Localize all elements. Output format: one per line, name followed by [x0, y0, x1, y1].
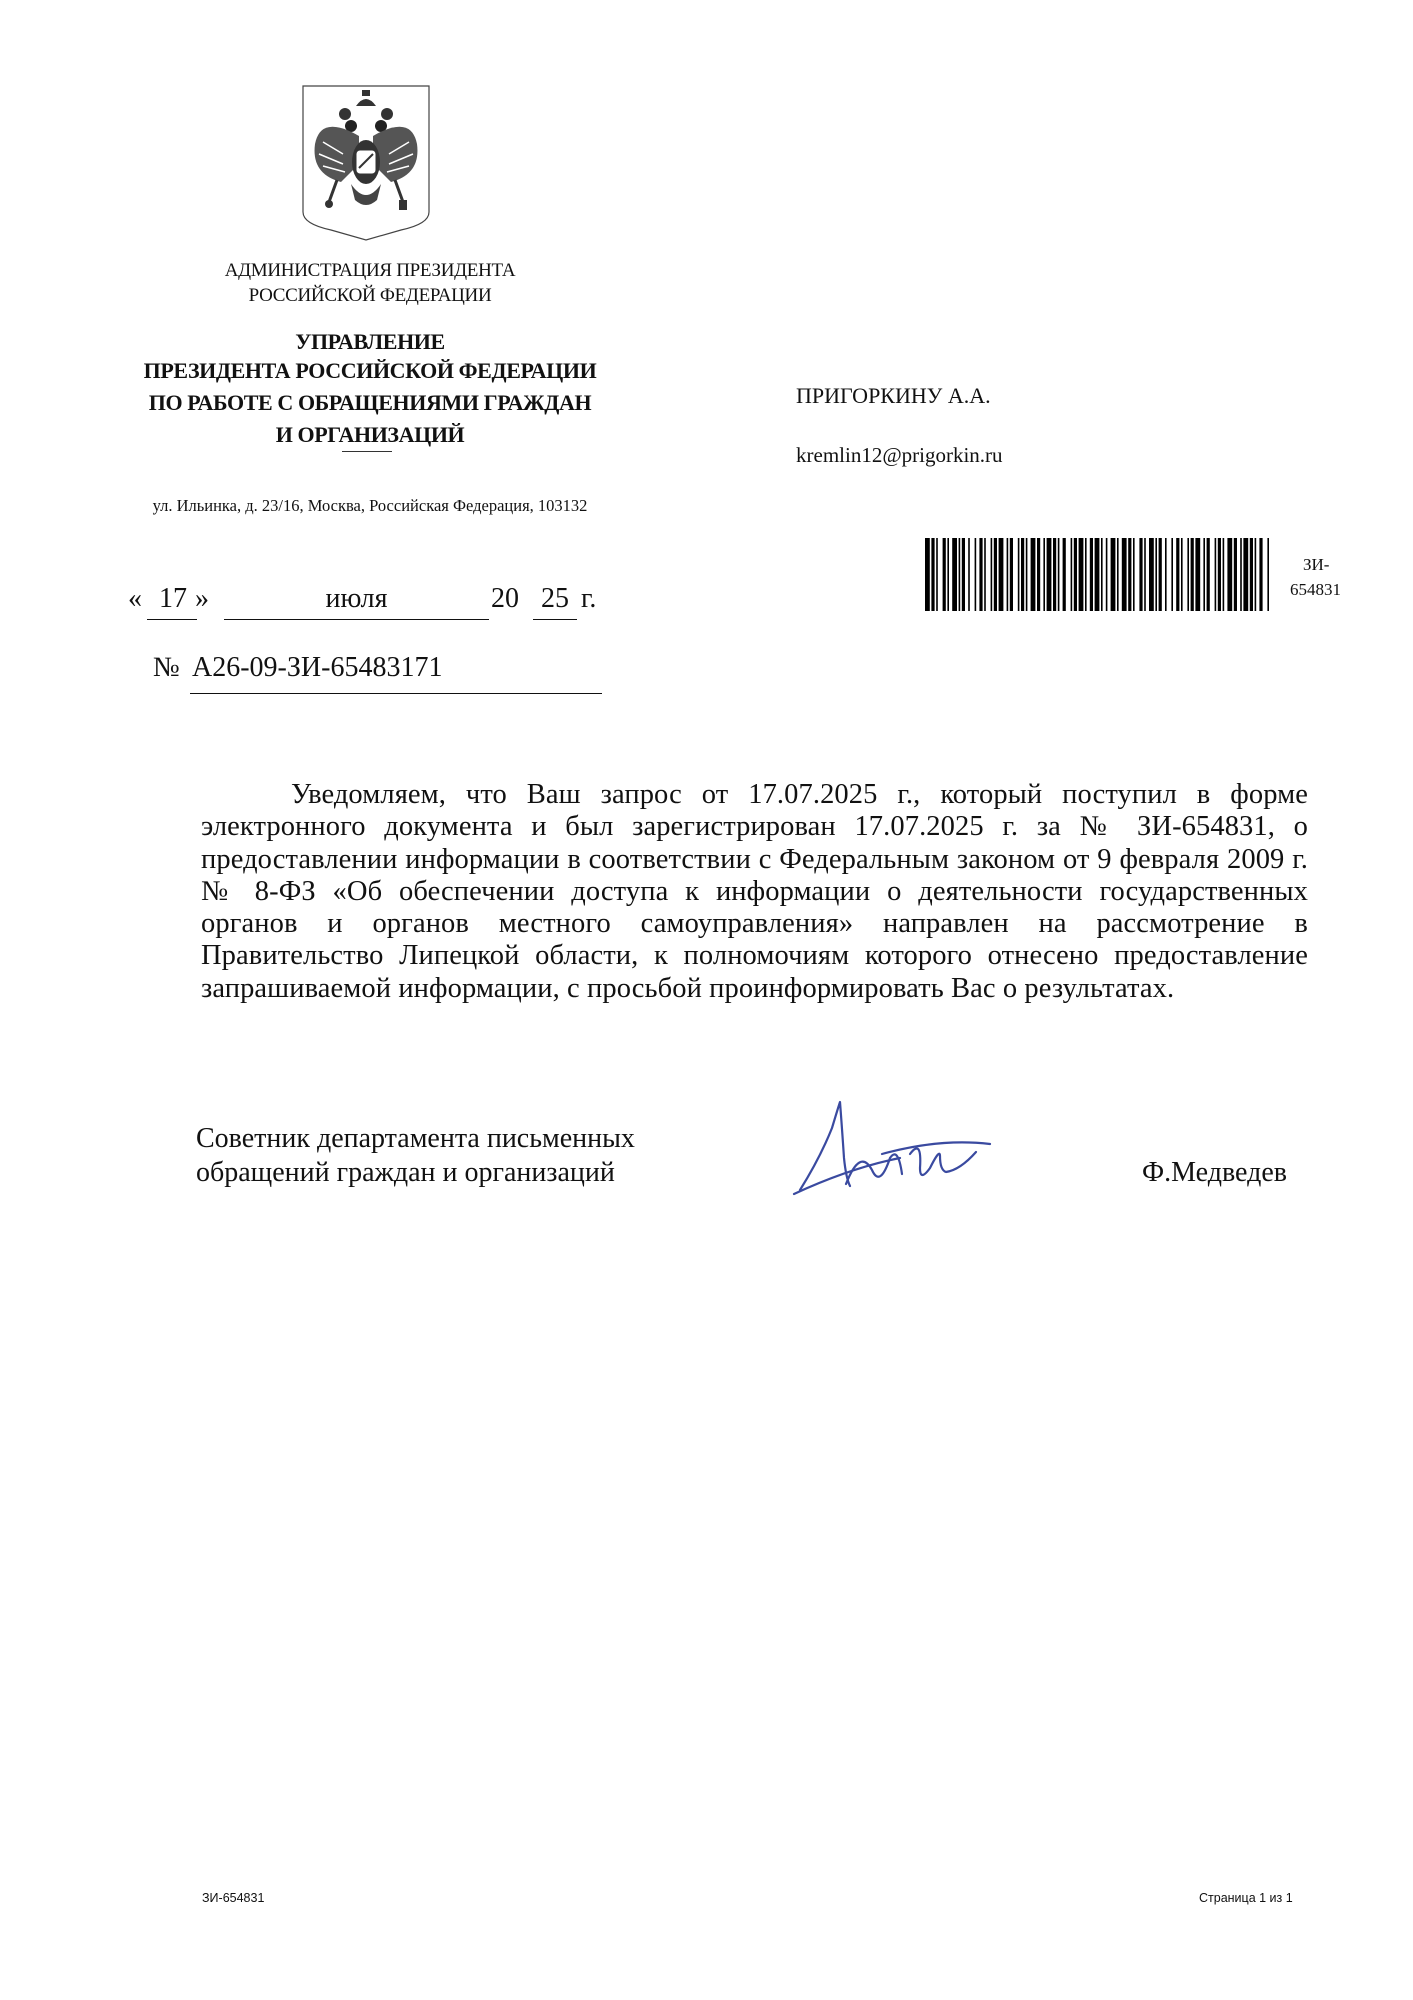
barcode-bar — [1085, 538, 1087, 611]
date-year-suffix: 25 — [541, 583, 569, 614]
barcode-bar — [1071, 538, 1073, 611]
sender-address: ул. Ильинка, д. 23/16, Москва, Российская Федерация, 103132 — [152, 496, 588, 515]
handwritten-signature — [790, 1098, 1030, 1198]
signer-name: Ф.Медведев — [1142, 1157, 1287, 1188]
administration-title-line1: АДМИНИСТРАЦИЯ ПРЕЗИДЕНТА — [224, 260, 516, 281]
barcode-bar — [1122, 538, 1127, 611]
barcode-bar — [1043, 538, 1045, 611]
barcode-bar — [1149, 538, 1154, 611]
barcode-bar — [1267, 538, 1269, 611]
barcode-bar — [1155, 538, 1157, 611]
barcode-bar — [1026, 538, 1028, 611]
barcode-bar — [999, 538, 1004, 611]
barcode-bar — [1117, 538, 1119, 611]
barcode-bar — [931, 538, 934, 611]
barcode-bar — [1090, 538, 1093, 611]
department-title-line1: УПРАВЛЕНИЕ — [295, 329, 445, 354]
barcode-bar — [943, 538, 946, 611]
barcode-bar — [1053, 538, 1056, 611]
recipient-name: ПРИГОРКИНУ А.А. — [796, 383, 991, 408]
barcode-bar — [947, 538, 949, 611]
barcode-bar — [975, 538, 977, 611]
barcode-bar — [1021, 538, 1024, 611]
barcode-bar — [1255, 538, 1257, 611]
barcode-bar — [1079, 538, 1084, 611]
date-month: июля — [325, 583, 388, 614]
doc-number-underline — [190, 693, 602, 694]
barcode-bar — [1018, 538, 1020, 611]
barcode-bar — [1058, 538, 1060, 611]
barcode-bar — [1243, 538, 1248, 611]
date-year-prefix: 20 — [491, 583, 519, 614]
barcode-bar — [1240, 538, 1242, 611]
barcode-bar — [1218, 538, 1221, 611]
coat-of-arms-emblem — [301, 84, 431, 242]
department-title-line2: ПРЕЗИДЕНТА РОССИЙСКОЙ ФЕДЕРАЦИИ — [143, 358, 597, 383]
barcode-bar — [994, 538, 997, 611]
barcode-bar — [1144, 538, 1146, 611]
barcode-bar — [1223, 538, 1225, 611]
barcode-bar — [1250, 538, 1253, 611]
barcode — [925, 538, 1269, 611]
barcode-bar — [1047, 538, 1052, 611]
signer-position-line1: Советник департамента письменных — [196, 1123, 635, 1154]
doc-number: А26-09-ЗИ-65483171 — [192, 652, 443, 683]
date-year-label: г. — [581, 583, 597, 614]
recipient-email: kremlin12@prigorkin.ru — [796, 443, 1003, 467]
barcode-bar — [991, 538, 993, 611]
date-month-underline — [224, 619, 489, 620]
barcode-bar — [1187, 538, 1189, 611]
date-day-underline — [147, 619, 197, 620]
barcode-bar — [984, 538, 986, 611]
barcode-bar — [925, 538, 930, 611]
date-quote-close: » — [195, 583, 209, 614]
date-year-underline — [533, 619, 577, 620]
barcode-code-line1: ЗИ- — [1303, 555, 1330, 574]
barcode-bar — [1133, 538, 1135, 611]
barcode-bar — [1203, 538, 1205, 611]
barcode-bar — [936, 538, 938, 611]
barcode-bar — [968, 538, 970, 611]
administration-title-line2: РОССИЙСКОЙ ФЕДЕРАЦИИ — [248, 285, 492, 306]
barcode-bar — [1234, 538, 1237, 611]
barcode-bar — [1101, 538, 1103, 611]
signer-position-line2: обращений граждан и организаций — [196, 1157, 615, 1188]
date-day: 17 — [159, 583, 187, 614]
barcode-bar — [1074, 538, 1077, 611]
barcode-bar — [1111, 538, 1116, 611]
barcode-bar — [1215, 538, 1217, 611]
footer-document-code: ЗИ-654831 — [202, 1891, 265, 1905]
barcode-bar — [1159, 538, 1162, 611]
barcode-bar — [1031, 538, 1036, 611]
barcode-bar — [1207, 538, 1210, 611]
barcode-bar — [1181, 538, 1183, 611]
barcode-bar — [1128, 538, 1131, 611]
department-title-line4: И ОРГАНИЗАЦИЙ — [275, 422, 465, 447]
letter-body: Уведомляем, что Ваш запрос от 17.07.2025 г., который поступил в форме электронного документа и был зарегистрирован 17.07.2025 г. за № ЗИ-654831, о предоставлении информации в соответствии с Федеральным законом от 9 февраля 2009 г. № 8-ФЗ «Об обеспечении доступа к информации о деятельности государственных органов и органов местного самоуправления» направлен на рассмотрение в Правительство Липецкой области, к полномочиям которого отнесено предоставление запрашиваемой информации, с просьбой проинформировать Вас о результатах. — [201, 779, 1308, 1004]
barcode-bar — [1037, 538, 1040, 611]
barcode-bar — [959, 538, 961, 611]
barcode-bar — [1063, 538, 1066, 611]
header-divider — [342, 451, 392, 452]
footer-page-number: Страница 1 из 1 — [1199, 1891, 1293, 1905]
barcode-code-line2: 654831 — [1290, 580, 1341, 599]
barcode-bar — [1259, 538, 1262, 611]
barcode-bar — [1176, 538, 1179, 611]
barcode-bar — [979, 538, 982, 611]
barcode-bar — [952, 538, 957, 611]
barcode-bar — [1227, 538, 1232, 611]
department-title-line3: ПО РАБОТЕ С ОБРАЩЕНИЯМИ ГРАЖДАН — [148, 390, 592, 415]
barcode-bar — [1007, 538, 1009, 611]
doc-number-sign: № — [153, 652, 180, 683]
barcode-bar — [1165, 538, 1167, 611]
barcode-bar — [1010, 538, 1013, 611]
barcode-bar — [962, 538, 965, 611]
barcode-bar — [1095, 538, 1100, 611]
barcode-bar — [1171, 538, 1173, 611]
date-quote-open: « — [128, 583, 142, 614]
barcode-bar — [1139, 538, 1142, 611]
barcode-bar — [1191, 538, 1194, 611]
barcode-bar — [1106, 538, 1108, 611]
barcode-bar — [1195, 538, 1200, 611]
